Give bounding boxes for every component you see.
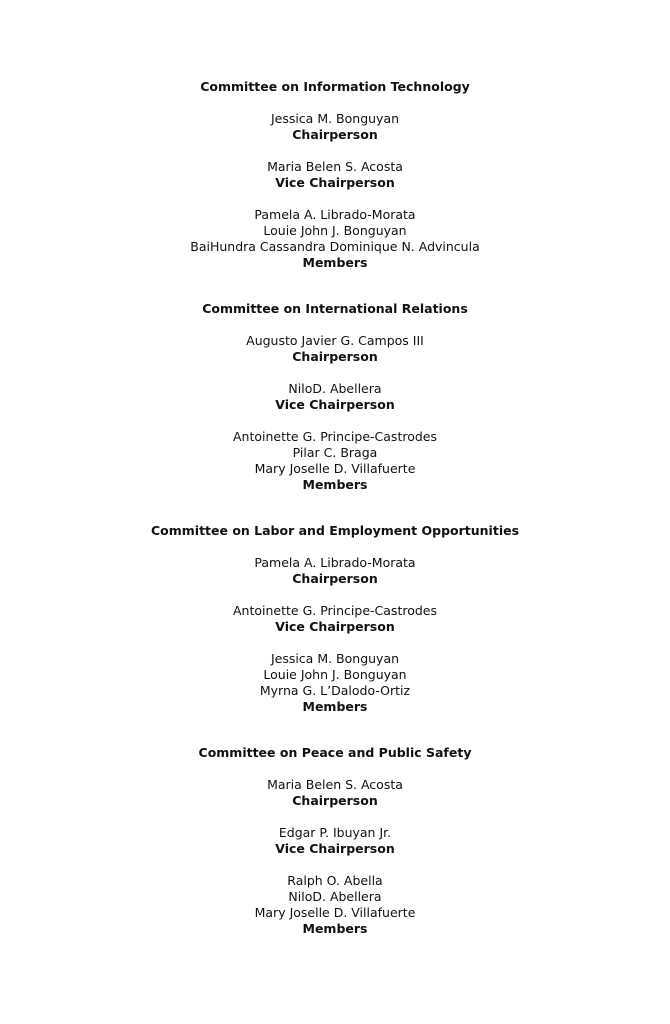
members-label: Members (302, 255, 368, 270)
vice-chairperson-label: Vice Chairperson (275, 397, 395, 412)
member-name: Jessica M. Bonguyan (270, 651, 400, 666)
chairperson-name: Maria Belen S. Acosta (267, 777, 403, 792)
vice-chairperson-label: Vice Chairperson (275, 619, 395, 634)
chairperson-name: Augusto Javier G. Campos III (246, 333, 424, 348)
committee-title: Committee on Labor and Employment Opportunities (150, 523, 520, 538)
committee-section (0, 301, 670, 493)
members-block (0, 207, 670, 271)
chairperson-name: Pamela A. Librado-Morata (254, 555, 416, 570)
members-label: Members (302, 699, 368, 714)
chairperson-label: Chairperson (292, 127, 378, 142)
vice-chairperson-name: Maria Belen S. Acosta (267, 159, 403, 174)
vice-chairperson-name: Edgar P. Ibuyan Jr. (278, 825, 392, 840)
committee-section (0, 523, 670, 715)
chairperson-block (0, 555, 670, 587)
member-name: Ralph O. Abella (287, 873, 383, 888)
chairperson-label: Chairperson (292, 571, 378, 586)
chairperson-label: Chairperson (292, 349, 378, 364)
members-block (0, 873, 670, 937)
vice-chairperson-block (0, 825, 670, 857)
vice-chairperson-name: Antoinette G. Principe-Castrodes (233, 603, 437, 618)
member-name: Pamela A. Librado-Morata (254, 207, 416, 222)
chairperson-block (0, 777, 670, 809)
member-name: Louie John J. Bonguyan (263, 223, 407, 238)
member-name: Myrna G. L’Dalodo-Ortiz (259, 683, 411, 698)
vice-chairperson-label: Vice Chairperson (275, 841, 395, 856)
committee-section (0, 79, 670, 271)
vice-chairperson-block (0, 603, 670, 635)
members-label: Members (302, 477, 368, 492)
committee-title: Committee on International Relations (202, 301, 468, 316)
vice-chairperson-block (0, 381, 670, 413)
chairperson-block (0, 111, 670, 143)
vice-chairperson-label: Vice Chairperson (275, 175, 395, 190)
committee-title: Committee on Information Technology (200, 79, 470, 94)
member-name: Pilar C. Braga (292, 445, 378, 460)
chairperson-name: Jessica M. Bonguyan (270, 111, 400, 126)
members-block (0, 651, 670, 715)
member-name: Mary Joselle D. Villafuerte (254, 461, 416, 476)
vice-chairperson-name: NiloD. Abellera (288, 381, 382, 396)
committee-title: Committee on Peace and Public Safety (198, 745, 472, 760)
members-label: Members (302, 921, 368, 936)
member-name: Antoinette G. Principe-Castrodes (233, 429, 437, 444)
member-name: NiloD. Abellera (288, 889, 382, 904)
members-block (0, 429, 670, 493)
chairperson-block (0, 333, 670, 365)
chairperson-label: Chairperson (292, 793, 378, 808)
committee-section (0, 745, 670, 937)
member-name: Louie John J. Bonguyan (263, 667, 407, 682)
member-name: BaiHundra Cassandra Dominique N. Advincula (190, 239, 480, 254)
member-name: Mary Joselle D. Villafuerte (254, 905, 416, 920)
vice-chairperson-block (0, 159, 670, 191)
